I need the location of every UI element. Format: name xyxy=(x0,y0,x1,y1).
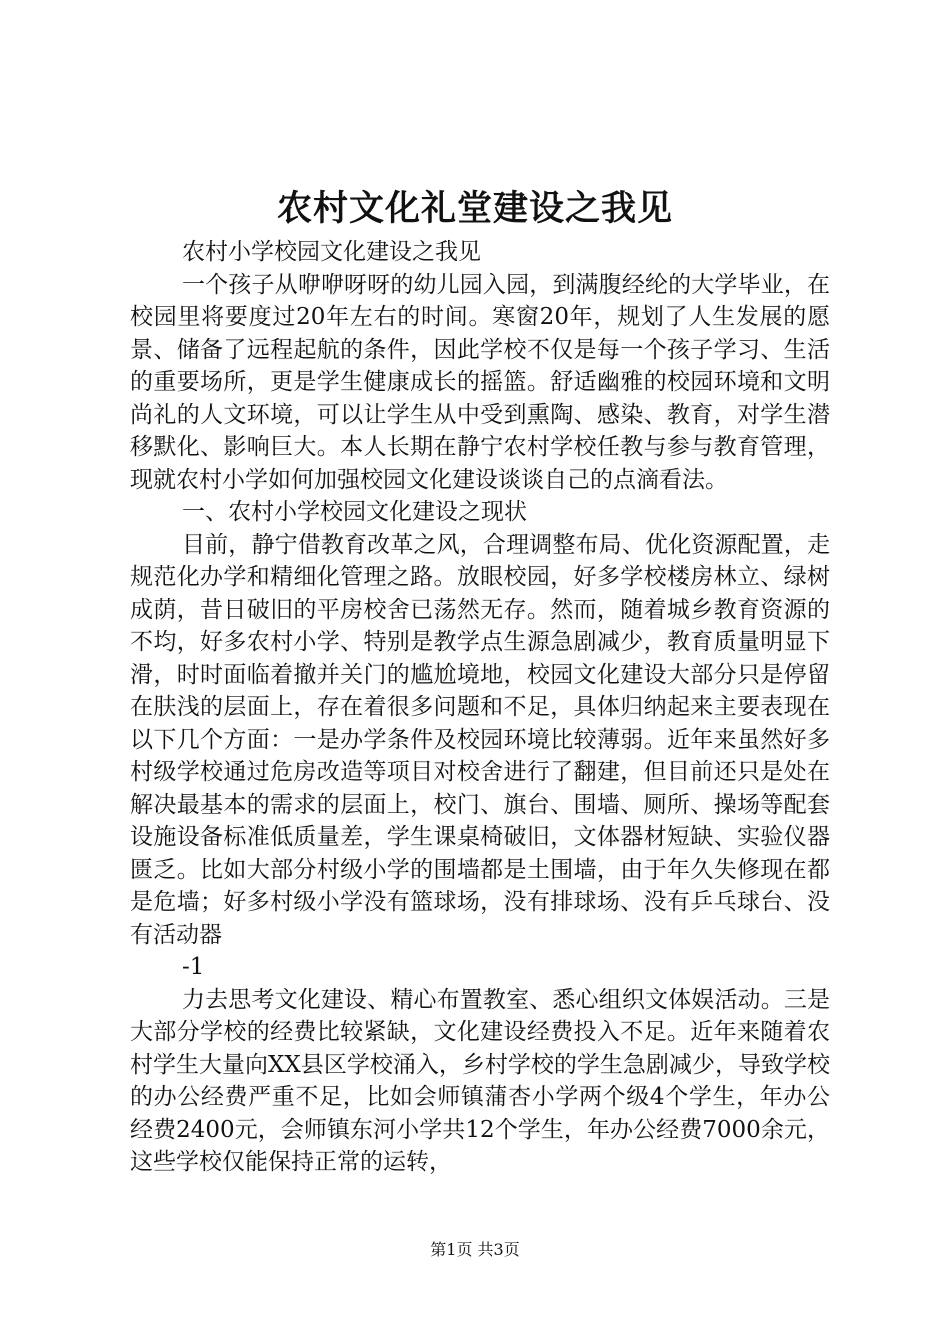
continuation-paragraph: 力去思考文化建设、精心布置教室、悉心组织文体娱活动。三是大部分学校的经费比较紧缺，文化建设经费投入不足。近年来随着农村学生大量向XX县区学校涌入，乡村学校的学生急剧减少，导致学校的办公经费严重不足，比如会师镇蒲杏小学两个级4个学生，年办公经费2400元，会师镇东河小学共12个学生，年办公经费7000余元，这些学校仅能保持正常的运转， xyxy=(130,986,830,1175)
subtitle-paragraph: 农村小学校园文化建设之我见 xyxy=(182,239,481,265)
page-footer: 第1页 共3页 xyxy=(430,1240,520,1259)
document-body xyxy=(130,236,830,1179)
document-title: 农村文化礼堂建设之我见 xyxy=(276,188,673,229)
status-paragraph: 目前，静宁借教育改革之风，合理调整布局、优化资源配置，走规范化办学和精细化管理之路。放眼校园，好多学校楼房林立、绿树成荫，昔日破旧的平房校舍已荡然无存。然而，随着城乡教育资源的不均，好多农村小学、特别是教学点生源急剧减少，教育质量明显下滑，时时面临着撤并关门的尴尬境地，校园文化建设大部分只是停留在肤浅的层面上，存在着很多问题和不足，具体归纳起来主要表现在以下几个方面：一是办学条件及校园环境比较薄弱。近年来虽然好多村级学校通过危房改造等项目对校舍进行了翻建，但目前还只是处在解决最基本的需求的层面上，校门、旗台、围墙、厕所、操场等配套设施设备标准低质量差，学生课桌椅破旧，文体器材短缺、实验仪器匮乏。比如大部分村级小学的围墙都是土围墙，由于年久失修现在都是危墙；好多村级小学没有篮球场，没有排球场、没有乒乓球台、没有活动器 xyxy=(130,531,830,948)
page-marker: -1 xyxy=(182,954,205,980)
intro-paragraph: 一个孩子从咿咿呀呀的幼儿园入园，到满腹经纶的大学毕业，在校园里将要度过20年左右的时间。寒窗20年，规划了人生发展的愿景、储备了远程起航的条件，因此学校不仅是每一个孩子学习、生活的重要场所，更是学生健康成长的摇篮。舒适幽雅的校园环境和文明尚礼的人文环境，可以让学生从中受到熏陶、感染、教育，对学生潜移默化、影响巨大。本人长期在静宁农村学校任教与参与教育管理，现就农村小学如何加强校园文化建设谈谈自己的点滴看法。 xyxy=(130,271,830,493)
section-heading: 一、农村小学校园文化建设之现状 xyxy=(182,499,527,525)
